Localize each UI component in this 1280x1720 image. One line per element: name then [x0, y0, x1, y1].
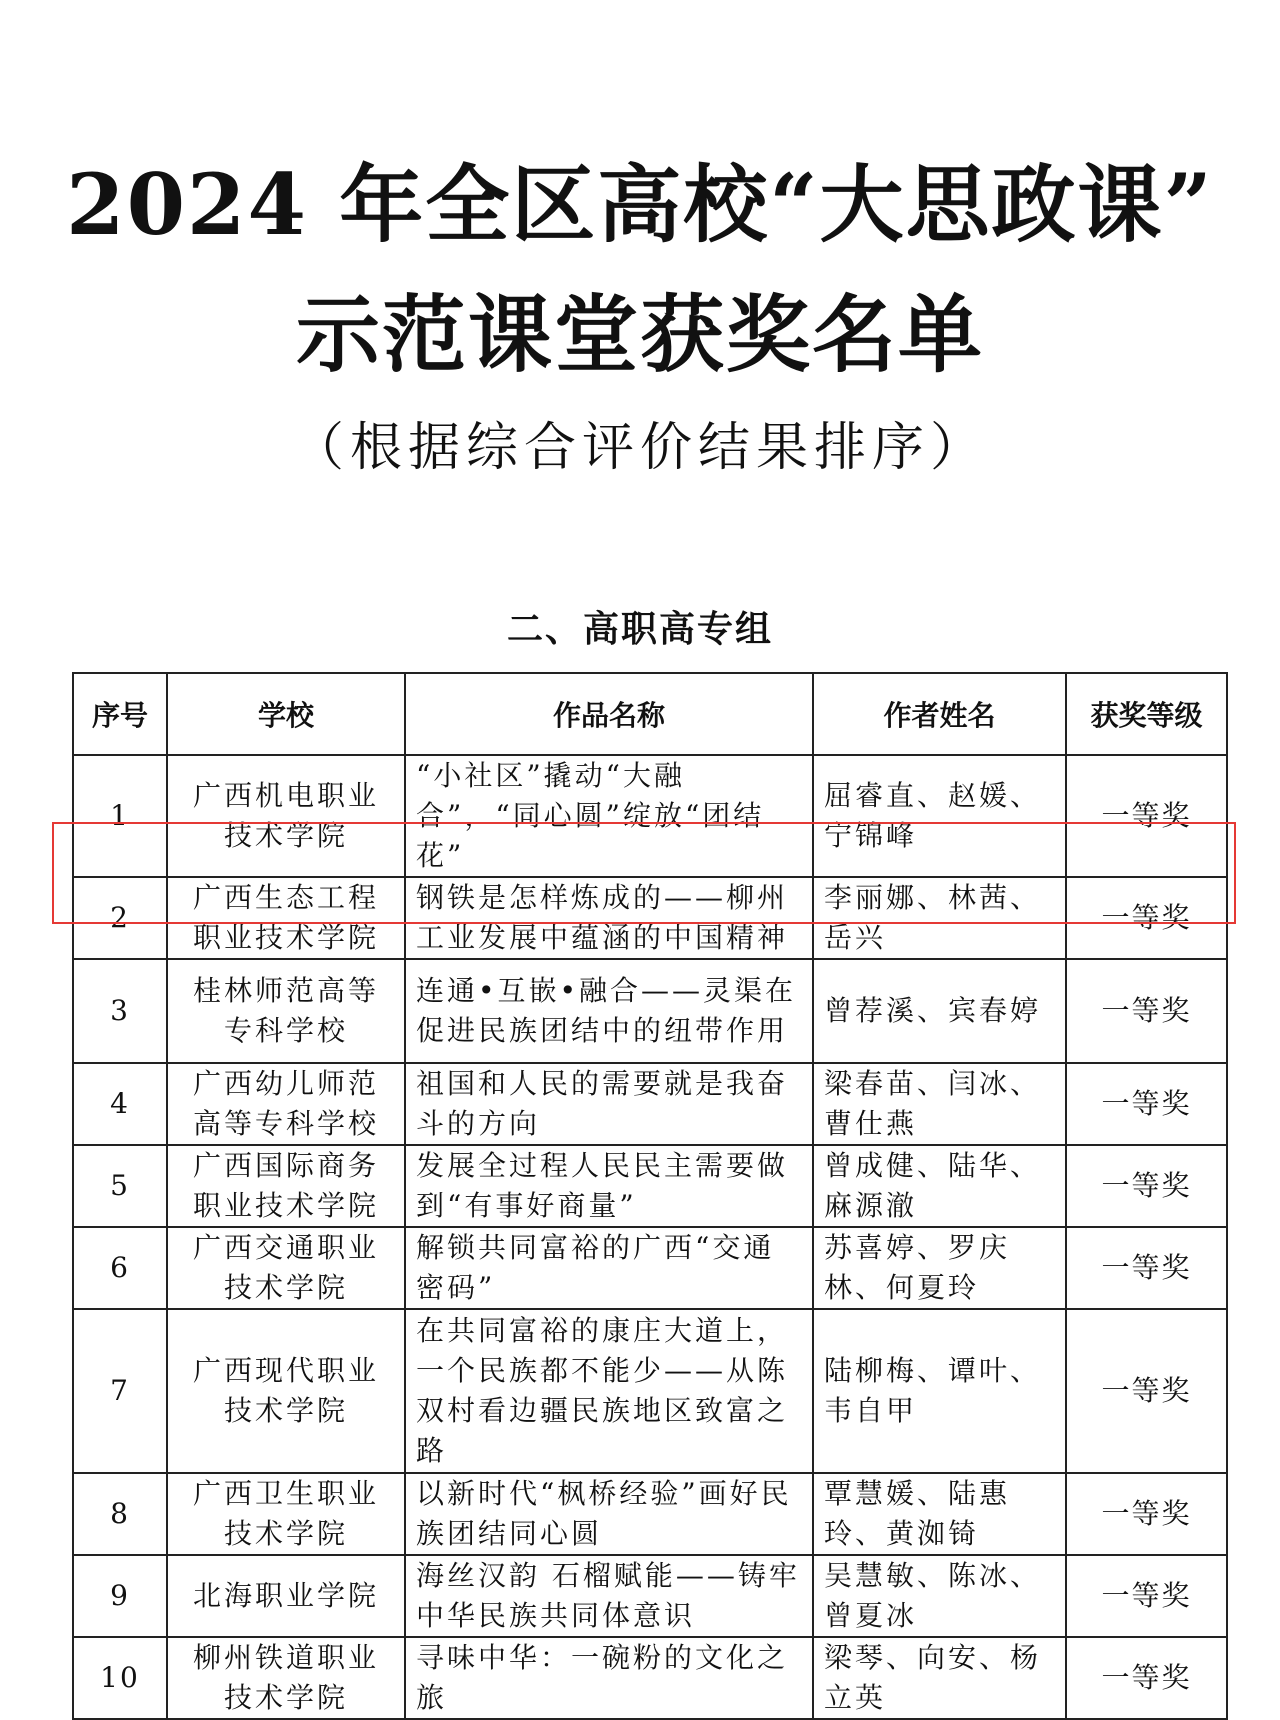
header-no: 序号: [73, 673, 167, 755]
row-authors: 曾荐溪、宾春婷: [813, 959, 1066, 1063]
row-authors: 曾成健、陆华、麻源澈: [813, 1145, 1066, 1227]
table-row: [73, 1145, 1227, 1227]
table-row: [73, 1555, 1227, 1637]
row-number: 3: [73, 959, 167, 1063]
row-school: 桂林师范高等专科学校: [167, 959, 405, 1063]
table-row: [73, 959, 1227, 1063]
header-award: 获奖等级: [1066, 673, 1227, 755]
row-school: 北海职业学院: [167, 1555, 405, 1637]
award-table: [72, 672, 1228, 1720]
row-award-level: 一等奖: [1066, 1555, 1227, 1637]
row-authors: 苏喜婷、罗庆林、何夏玲: [813, 1227, 1066, 1309]
row-authors: 梁琴、向安、杨立英: [813, 1637, 1066, 1719]
table-row: [73, 877, 1227, 959]
row-school: 广西国际商务职业技术学院: [167, 1145, 405, 1227]
row-work-title: 解锁共同富裕的广西“交通密码”: [405, 1227, 813, 1309]
document-subtitle: （根据综合评价结果排序）: [291, 418, 988, 478]
row-number: 6: [73, 1227, 167, 1309]
row-number: 5: [73, 1145, 167, 1227]
row-authors: 李丽娜、林茜、岳兴: [813, 877, 1066, 959]
row-authors: 陆柳梅、谭叶、韦自甲: [813, 1309, 1066, 1473]
row-school: 广西生态工程职业技术学院: [167, 877, 405, 959]
row-work-title: 连通•互嵌•融合——灵渠在促进民族团结中的纽带作用: [405, 959, 813, 1063]
row-school: 广西机电职业技术学院: [167, 755, 405, 877]
row-school: 广西卫生职业技术学院: [167, 1473, 405, 1555]
header-authors: 作者姓名: [813, 673, 1066, 755]
row-number: 8: [73, 1473, 167, 1555]
row-authors: 吴慧敏、陈冰、曾夏冰: [813, 1555, 1066, 1637]
row-school: 柳州铁道职业技术学院: [167, 1637, 405, 1719]
row-authors: 梁春苗、闫冰、曹仕燕: [813, 1063, 1066, 1145]
row-award-level: 一等奖: [1066, 1473, 1227, 1555]
row-work-title: 寻味中华：一碗粉的文化之旅: [405, 1637, 813, 1719]
row-work-title: “小社区”撬动“大融合”，“同心圆”绽放“团结花”: [405, 755, 813, 877]
row-award-level: 一等奖: [1066, 1309, 1227, 1473]
group-heading: 二、高职高专组: [506, 609, 773, 650]
row-number: 4: [73, 1063, 167, 1145]
row-award-level: 一等奖: [1066, 1063, 1227, 1145]
document-title-line-1: 2024 年全区高校“大思政课”: [66, 155, 1214, 254]
row-award-level: 一等奖: [1066, 877, 1227, 959]
row-number: 1: [73, 755, 167, 877]
row-award-level: 一等奖: [1066, 755, 1227, 877]
table-row: [73, 1473, 1227, 1555]
row-award-level: 一等奖: [1066, 1637, 1227, 1719]
row-award-level: 一等奖: [1066, 959, 1227, 1063]
row-work-title: 钢铁是怎样炼成的——柳州工业发展中蕴涵的中国精神: [405, 877, 813, 959]
row-award-level: 一等奖: [1066, 1145, 1227, 1227]
row-work-title: 在共同富裕的康庄大道上，一个民族都不能少——从陈双村看边疆民族地区致富之路: [405, 1309, 813, 1473]
row-work-title: 以新时代“枫桥经验”画好民族团结同心圆: [405, 1473, 813, 1555]
table-row: [73, 755, 1227, 877]
row-school: 广西交通职业技术学院: [167, 1227, 405, 1309]
row-work-title: 祖国和人民的需要就是我奋斗的方向: [405, 1063, 813, 1145]
row-number: 9: [73, 1555, 167, 1637]
row-number: 10: [73, 1637, 167, 1719]
row-award-level: 一等奖: [1066, 1227, 1227, 1309]
table-header-row: [73, 673, 1227, 755]
row-number: 2: [73, 877, 167, 959]
row-number: 7: [73, 1309, 167, 1473]
row-school: 广西幼儿师范高等专科学校: [167, 1063, 405, 1145]
row-authors: 覃慧媛、陆惠玲、黄洳锜: [813, 1473, 1066, 1555]
table-row: [73, 1309, 1227, 1473]
row-authors: 屈睿直、赵媛、宁锦峰: [813, 755, 1066, 877]
document-title-line-2: 示范课堂获奖名单: [295, 285, 984, 384]
table-body: [73, 755, 1227, 1719]
header-work: 作品名称: [405, 673, 813, 755]
table-row: [73, 1063, 1227, 1145]
table-row: [73, 1227, 1227, 1309]
row-work-title: 海丝汉韵 石榴赋能——铸牢中华民族共同体意识: [405, 1555, 813, 1637]
header-school: 学校: [167, 673, 405, 755]
row-work-title: 发展全过程人民民主需要做到“有事好商量”: [405, 1145, 813, 1227]
row-school: 广西现代职业技术学院: [167, 1309, 405, 1473]
